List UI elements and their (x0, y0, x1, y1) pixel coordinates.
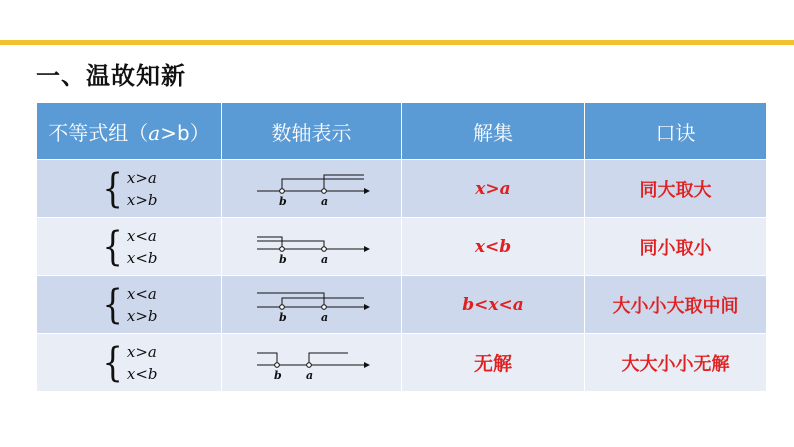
inequality-review-table (36, 102, 767, 392)
solution-set-cell (402, 218, 585, 276)
axis-arrow-icon (364, 188, 370, 194)
left-brace-icon: { (102, 223, 124, 270)
inequality-system (100, 225, 157, 269)
section-heading: 一、温故知新 (36, 62, 186, 90)
mnemonic-cell (585, 334, 767, 392)
inequality-system-cell (37, 334, 222, 392)
open-point-b (274, 362, 279, 367)
point-label-b: b (278, 252, 287, 266)
solution-set-text: b<x<a (462, 294, 524, 315)
number-line-cell (222, 276, 402, 334)
header-mnemonic: 口诀 (585, 103, 767, 160)
inequality-system (100, 167, 157, 211)
axis-arrow-icon (364, 246, 370, 252)
mnemonic-cell (585, 160, 767, 218)
header-text-variable: a (148, 120, 161, 145)
point-label-b: b (273, 368, 282, 382)
point-label-a: a (320, 194, 328, 208)
axis-arrow-icon (364, 362, 370, 368)
left-brace-icon: { (102, 339, 124, 386)
left-brace-icon: { (102, 165, 124, 212)
solution-set-text: 无解 (473, 353, 512, 375)
axis-arrow-icon (364, 304, 370, 310)
table-row (37, 160, 767, 218)
number-line-cell (222, 160, 402, 218)
number-line-diagram (252, 227, 372, 267)
number-line-cell (222, 218, 402, 276)
left-brace-icon: { (102, 281, 124, 328)
range-line-b (257, 237, 282, 249)
inequality-system (100, 341, 157, 385)
header-text-prefix: 不等式组（ (48, 120, 149, 145)
inequality-line: x<a (126, 226, 157, 245)
inequality-line: x>b (126, 190, 158, 209)
mnemonic-cell (585, 276, 767, 334)
number-line-diagram (252, 169, 372, 209)
point-label-b: b (278, 310, 287, 324)
header-solution-set: 解集 (402, 103, 585, 160)
header-number-line: 数轴表示 (222, 103, 402, 160)
inequality-system-cell (37, 276, 222, 334)
point-label-a: a (320, 252, 328, 266)
point-label-a: a (320, 310, 328, 324)
number-line-diagram (252, 285, 372, 325)
range-line-a (257, 241, 324, 249)
solution-set-cell (402, 160, 585, 218)
number-line-cell (222, 334, 402, 392)
open-point-a (321, 188, 326, 193)
table-row (37, 334, 767, 392)
table-row (37, 218, 767, 276)
inequality-line: x>a (126, 342, 157, 361)
point-label-b: b (278, 194, 287, 208)
open-point-a (321, 304, 326, 309)
inequality-system-cell (37, 160, 222, 218)
solution-set-cell (402, 276, 585, 334)
open-point-b (279, 188, 284, 193)
inequality-line: x<b (126, 248, 158, 267)
range-line-b (257, 353, 277, 365)
open-point-b (279, 304, 284, 309)
header-text-suffix: >b） (160, 120, 210, 145)
solution-set-text: x<b (474, 236, 512, 257)
inequality-line: x<a (126, 284, 157, 303)
range-line-a (324, 175, 364, 191)
inequality-line: x>a (126, 168, 157, 187)
mnemonic-text: 大大小小无解 (621, 353, 730, 375)
table-header-row (37, 103, 767, 160)
inequality-line: x>b (126, 306, 158, 325)
inequality-system-cell (37, 218, 222, 276)
inequality-line: x<b (126, 364, 158, 383)
solution-set-cell (402, 334, 585, 392)
solution-set-text: x>a (475, 178, 511, 199)
open-point-b (279, 246, 284, 251)
table-row (37, 276, 767, 334)
inequality-system (100, 283, 157, 327)
header-inequality-system (37, 103, 222, 160)
mnemonic-cell (585, 218, 767, 276)
mnemonic-text: 同大取大 (639, 179, 712, 201)
mnemonic-text: 大小小大取中间 (612, 295, 739, 317)
open-point-a (306, 362, 311, 367)
range-line-a (257, 293, 324, 307)
open-point-a (321, 246, 326, 251)
number-line-diagram (252, 343, 372, 383)
top-accent-bar (0, 40, 794, 45)
range-line-a (309, 353, 348, 365)
point-label-a: a (305, 368, 313, 382)
mnemonic-text: 同小取小 (639, 237, 712, 259)
